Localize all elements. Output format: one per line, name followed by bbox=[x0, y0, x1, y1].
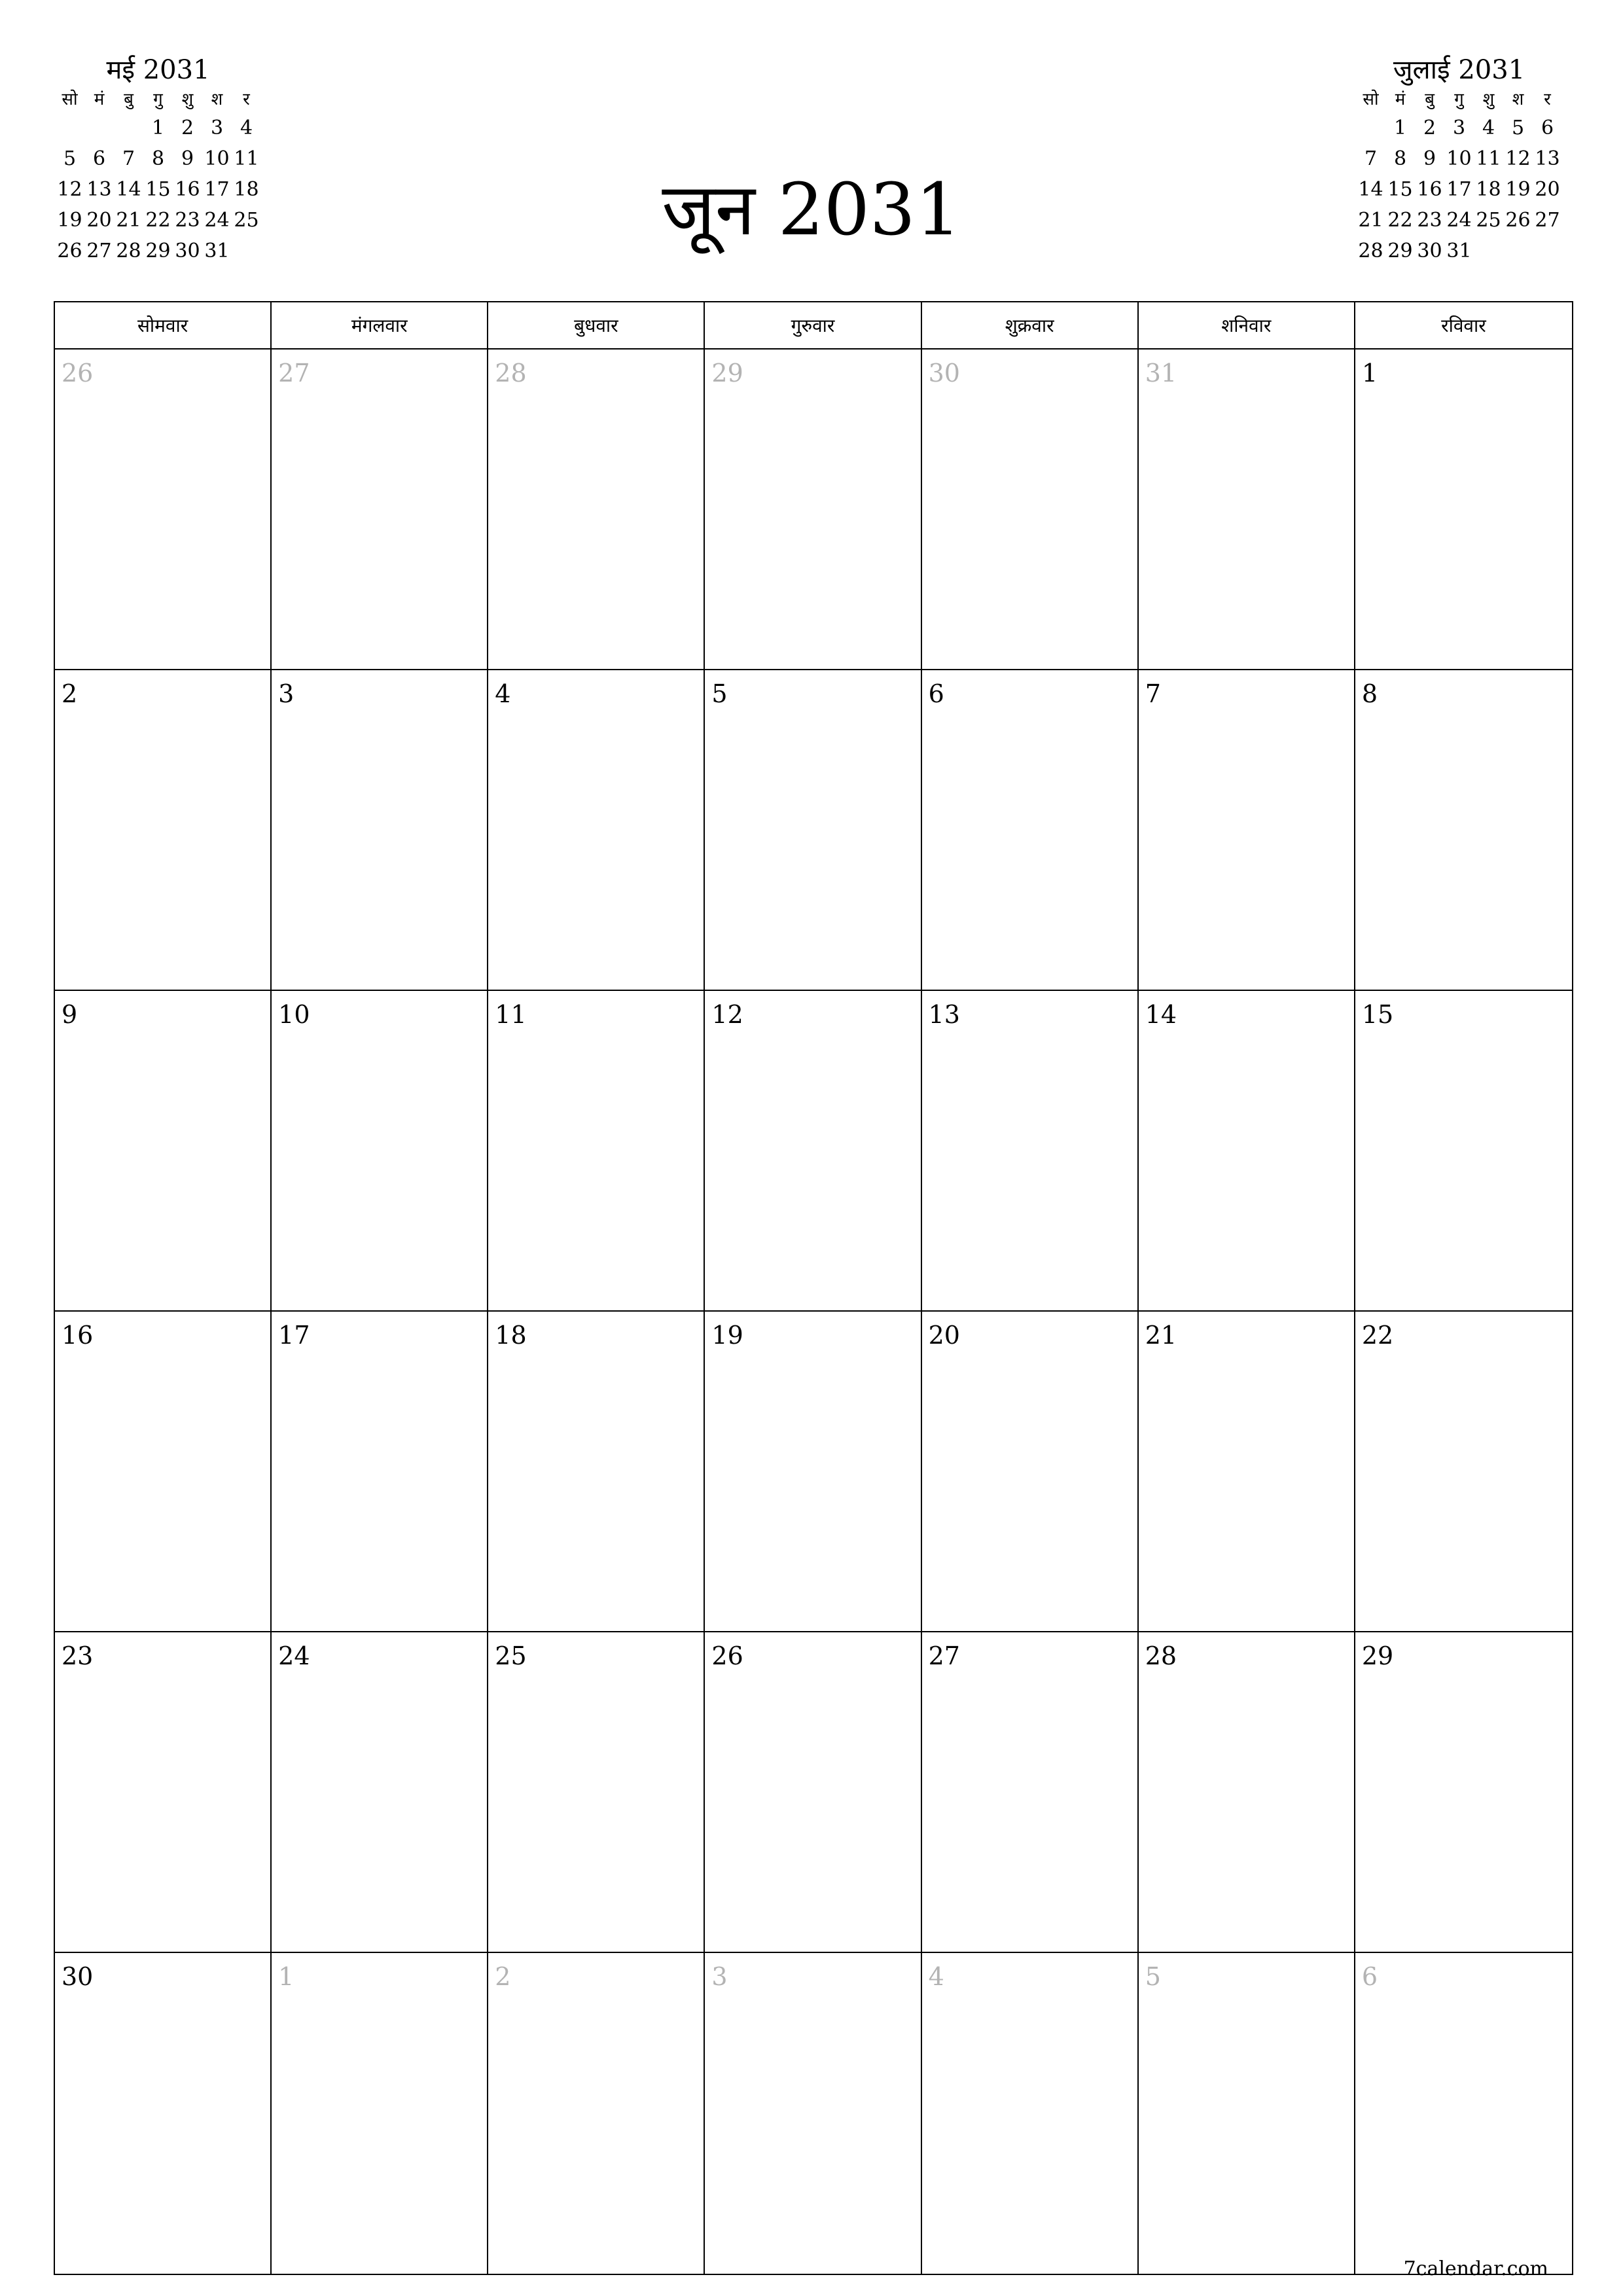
mini-day-number: 1 bbox=[1393, 117, 1407, 139]
mini-day-number: 9 bbox=[181, 147, 194, 170]
day-cell[interactable] bbox=[55, 991, 272, 1312]
mini-weekday-label: सो bbox=[1363, 90, 1379, 109]
mini-day-number: 4 bbox=[240, 117, 253, 139]
mini-day-number: 10 bbox=[204, 147, 230, 170]
weekday-header: शनिवार bbox=[1139, 302, 1355, 350]
day-number: 31 bbox=[1145, 359, 1177, 387]
mini-weekday-label: मं bbox=[94, 90, 105, 109]
day-number: 6 bbox=[1361, 1962, 1378, 1991]
day-cell[interactable] bbox=[272, 1632, 488, 1953]
mini-weekday-label: गु bbox=[1454, 90, 1464, 109]
mini-calendar-title: मई 2031 bbox=[106, 55, 210, 85]
day-number: 30 bbox=[928, 359, 960, 387]
day-number: 6 bbox=[928, 679, 944, 708]
mini-day-number: 25 bbox=[1476, 209, 1501, 232]
day-number: 28 bbox=[495, 359, 527, 387]
mini-weekday-label: र bbox=[1544, 90, 1551, 109]
mini-day-number: 7 bbox=[122, 147, 135, 170]
day-cell[interactable] bbox=[1355, 1632, 1572, 1953]
mini-calendar-title: जुलाई 2031 bbox=[1393, 55, 1525, 85]
mini-day-number: 8 bbox=[1393, 147, 1407, 170]
day-number: 21 bbox=[1145, 1321, 1177, 1350]
mini-day-number: 31 bbox=[1446, 240, 1472, 262]
mini-day-number bbox=[84, 113, 114, 143]
mini-day-number: 3 bbox=[1452, 117, 1466, 139]
mini-day-number: 22 bbox=[145, 209, 171, 232]
day-cell[interactable] bbox=[1355, 1953, 1572, 2274]
day-number: 11 bbox=[495, 1000, 527, 1029]
mini-day-number: 8 bbox=[151, 147, 165, 170]
day-number: 10 bbox=[278, 1000, 310, 1029]
day-number: 7 bbox=[1145, 679, 1161, 708]
mini-day-number: 12 bbox=[57, 178, 82, 201]
mini-day-number: 28 bbox=[1358, 240, 1383, 262]
weekday-header: मंगलवार bbox=[272, 302, 488, 350]
mini-day-number: 5 bbox=[1511, 117, 1525, 139]
weekday-header: सोमवार bbox=[55, 302, 272, 350]
day-cell[interactable] bbox=[1139, 1632, 1355, 1953]
mini-day-number: 19 bbox=[1505, 178, 1531, 201]
mini-day-number: 9 bbox=[1423, 147, 1436, 170]
mini-day-number: 25 bbox=[234, 209, 259, 232]
mini-day-number: 3 bbox=[210, 117, 224, 139]
day-cell[interactable] bbox=[1139, 670, 1355, 991]
mini-day-number: 30 bbox=[1417, 240, 1442, 262]
mini-day-number bbox=[1356, 113, 1385, 143]
mini-day-number: 13 bbox=[86, 178, 112, 201]
mini-day-number: 24 bbox=[204, 209, 230, 232]
day-cell[interactable] bbox=[922, 1312, 1139, 1632]
mini-day-number: 6 bbox=[92, 147, 106, 170]
day-cell[interactable] bbox=[705, 1953, 921, 2274]
day-number: 26 bbox=[711, 1641, 743, 1670]
day-cell[interactable] bbox=[1355, 1312, 1572, 1632]
day-number: 20 bbox=[928, 1321, 960, 1350]
mini-day-number: 17 bbox=[204, 178, 230, 201]
day-number: 3 bbox=[711, 1962, 728, 1991]
day-number: 8 bbox=[1361, 679, 1378, 708]
mini-day-number: 13 bbox=[1535, 147, 1560, 170]
mini-day-number: 11 bbox=[1476, 147, 1501, 170]
mini-day-number: 12 bbox=[1505, 147, 1531, 170]
day-cell[interactable] bbox=[488, 670, 705, 991]
weekday-header: रविवार bbox=[1355, 302, 1572, 350]
mini-day-number: 14 bbox=[116, 178, 141, 201]
day-cell[interactable] bbox=[705, 1632, 921, 1953]
day-number: 9 bbox=[62, 1000, 78, 1029]
day-cell[interactable] bbox=[55, 1632, 272, 1953]
mini-day-number: 16 bbox=[175, 178, 200, 201]
mini-day-number: 1 bbox=[151, 117, 165, 139]
day-number: 26 bbox=[62, 359, 94, 387]
mini-day-number: 6 bbox=[1541, 117, 1554, 139]
day-number: 3 bbox=[278, 679, 294, 708]
mini-day-number: 11 bbox=[234, 147, 259, 170]
day-cell[interactable] bbox=[55, 1312, 272, 1632]
day-number: 2 bbox=[62, 679, 78, 708]
day-number: 25 bbox=[495, 1641, 527, 1670]
day-cell[interactable] bbox=[55, 1953, 272, 2274]
mini-weekday-label: शु bbox=[181, 90, 194, 109]
weekday-header: शुक्रवार bbox=[922, 302, 1139, 350]
mini-day-number bbox=[1474, 236, 1503, 266]
day-number: 22 bbox=[1361, 1321, 1394, 1350]
mini-day-number: 5 bbox=[63, 147, 77, 170]
day-cell[interactable] bbox=[922, 350, 1139, 670]
mini-weekday-label: बु bbox=[1425, 90, 1435, 109]
mini-day-number: 19 bbox=[57, 209, 82, 232]
day-number: 12 bbox=[711, 1000, 743, 1029]
page-title: जून 2031 bbox=[662, 168, 961, 251]
mini-day-number: 26 bbox=[57, 240, 82, 262]
mini-weekday-label: बु bbox=[124, 90, 134, 109]
mini-day-number: 21 bbox=[116, 209, 141, 232]
day-cell[interactable] bbox=[272, 1953, 488, 2274]
day-cell[interactable] bbox=[488, 991, 705, 1312]
mini-day-number: 18 bbox=[234, 178, 259, 201]
mini-calendar-grid bbox=[1356, 86, 1562, 266]
mini-day-number: 7 bbox=[1364, 147, 1378, 170]
mini-day-number: 20 bbox=[86, 209, 112, 232]
mini-day-number: 2 bbox=[1423, 117, 1436, 139]
day-cell[interactable] bbox=[705, 1312, 921, 1632]
day-number: 1 bbox=[1361, 359, 1378, 387]
day-cell[interactable] bbox=[1139, 1953, 1355, 2274]
mini-day-number: 4 bbox=[1482, 117, 1495, 139]
day-number: 13 bbox=[928, 1000, 960, 1029]
mini-day-number: 31 bbox=[204, 240, 230, 262]
mini-calendar-next-month bbox=[1356, 54, 1562, 266]
day-number: 2 bbox=[495, 1962, 511, 1991]
mini-day-number: 15 bbox=[145, 178, 171, 201]
day-number: 29 bbox=[711, 359, 743, 387]
mini-day-number: 28 bbox=[116, 240, 141, 262]
day-cell[interactable] bbox=[705, 991, 921, 1312]
day-cell[interactable] bbox=[1139, 350, 1355, 670]
day-cell[interactable] bbox=[1139, 991, 1355, 1312]
footer-site-credit: 7calendar.com bbox=[1403, 2257, 1548, 2280]
mini-day-number: 15 bbox=[1387, 178, 1413, 201]
day-number: 19 bbox=[711, 1321, 743, 1350]
mini-day-number: 14 bbox=[1358, 178, 1383, 201]
day-cell[interactable] bbox=[55, 670, 272, 991]
day-number: 28 bbox=[1145, 1641, 1177, 1670]
day-cell[interactable] bbox=[272, 991, 488, 1312]
day-number: 17 bbox=[278, 1321, 310, 1350]
weekday-header: बुधवार bbox=[488, 302, 705, 350]
mini-day-number: 18 bbox=[1476, 178, 1501, 201]
mini-day-number: 24 bbox=[1446, 209, 1472, 232]
day-cell[interactable] bbox=[272, 350, 488, 670]
day-cell[interactable] bbox=[1139, 1312, 1355, 1632]
mini-day-number bbox=[55, 113, 84, 143]
day-number: 15 bbox=[1361, 1000, 1394, 1029]
mini-day-number: 20 bbox=[1535, 178, 1560, 201]
day-cell[interactable] bbox=[272, 1312, 488, 1632]
day-cell[interactable] bbox=[488, 1632, 705, 1953]
day-number: 30 bbox=[62, 1962, 94, 1991]
day-cell[interactable] bbox=[922, 991, 1139, 1312]
day-cell[interactable] bbox=[705, 350, 921, 670]
day-number: 4 bbox=[928, 1962, 944, 1991]
day-cell[interactable] bbox=[272, 670, 488, 991]
day-number: 29 bbox=[1361, 1641, 1394, 1670]
mini-day-number: 23 bbox=[175, 209, 200, 232]
day-number: 4 bbox=[495, 679, 511, 708]
mini-day-number bbox=[1503, 236, 1533, 266]
day-number: 14 bbox=[1145, 1000, 1177, 1029]
day-cell[interactable] bbox=[488, 1953, 705, 2274]
day-cell[interactable] bbox=[55, 350, 272, 670]
mini-weekday-label: शु bbox=[1482, 90, 1495, 109]
mini-day-number: 27 bbox=[1535, 209, 1560, 232]
mini-day-number: 29 bbox=[1387, 240, 1413, 262]
day-number: 5 bbox=[1145, 1962, 1161, 1991]
day-number: 23 bbox=[62, 1641, 94, 1670]
mini-day-number: 30 bbox=[175, 240, 200, 262]
mini-day-number: 10 bbox=[1446, 147, 1472, 170]
mini-day-number: 22 bbox=[1387, 209, 1413, 232]
day-cell[interactable] bbox=[922, 670, 1139, 991]
day-cell[interactable] bbox=[488, 350, 705, 670]
day-number: 27 bbox=[278, 359, 310, 387]
mini-weekday-label: सो bbox=[62, 90, 78, 109]
day-cell[interactable] bbox=[1355, 991, 1572, 1312]
mini-day-number: 16 bbox=[1417, 178, 1442, 201]
mini-day-number: 21 bbox=[1358, 209, 1383, 232]
month-calendar-grid bbox=[54, 301, 1573, 2275]
day-number: 16 bbox=[62, 1321, 94, 1350]
mini-weekday-label: र bbox=[243, 90, 250, 109]
day-cell[interactable] bbox=[1355, 350, 1572, 670]
day-number: 18 bbox=[495, 1321, 527, 1350]
day-number: 5 bbox=[711, 679, 728, 708]
day-cell[interactable] bbox=[922, 1632, 1139, 1953]
day-number: 1 bbox=[278, 1962, 294, 1991]
mini-day-number: 26 bbox=[1505, 209, 1531, 232]
mini-weekday-label: गु bbox=[153, 90, 163, 109]
day-cell[interactable] bbox=[705, 670, 921, 991]
mini-day-number: 2 bbox=[181, 117, 194, 139]
day-cell[interactable] bbox=[1355, 670, 1572, 991]
day-number: 27 bbox=[928, 1641, 960, 1670]
day-number: 24 bbox=[278, 1641, 310, 1670]
mini-day-number bbox=[1533, 236, 1562, 266]
mini-day-number: 29 bbox=[145, 240, 171, 262]
mini-weekday-label: श bbox=[1512, 90, 1524, 109]
mini-weekday-label: श bbox=[211, 90, 223, 109]
mini-weekday-label: मं bbox=[1395, 90, 1406, 109]
mini-day-number: 17 bbox=[1446, 178, 1472, 201]
weekday-header: गुरुवार bbox=[705, 302, 921, 350]
day-cell[interactable] bbox=[488, 1312, 705, 1632]
day-cell[interactable] bbox=[922, 1953, 1139, 2274]
mini-day-number bbox=[114, 113, 143, 143]
mini-day-number: 23 bbox=[1417, 209, 1442, 232]
mini-day-number: 27 bbox=[86, 240, 112, 262]
